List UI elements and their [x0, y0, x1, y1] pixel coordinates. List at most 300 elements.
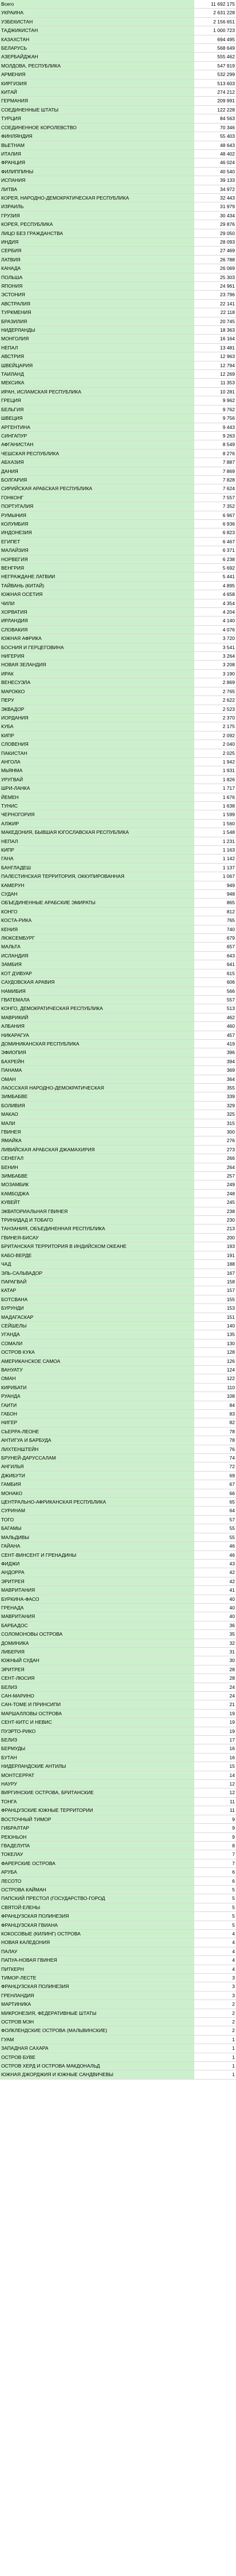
count-cell: 108 [194, 1392, 236, 1401]
table-row [0, 2000, 236, 2009]
table-row [0, 1586, 236, 1595]
country-name-cell: АВСТРИЯ [0, 352, 194, 361]
country-name-cell: ФРАНЦУЗСКАЯ ГВИАНА [0, 1921, 194, 1929]
country-name-cell: ФИНЛЯНДИЯ [0, 132, 194, 141]
country-name-cell: ФИЛИППИНЫ [0, 167, 194, 176]
table-row [0, 1551, 236, 1559]
table-row [0, 1286, 236, 1295]
count-cell: 3 [194, 1982, 236, 1991]
count-cell: 1 137 [194, 863, 236, 872]
table-row [0, 1771, 236, 1779]
country-name-cell: АЗЕРБАЙДЖАН [0, 53, 194, 61]
table-row [0, 458, 236, 467]
count-cell: 22 118 [194, 308, 236, 317]
count-cell: 35 [194, 1630, 236, 1639]
count-cell: 16 [194, 1744, 236, 1753]
table-row [0, 1718, 236, 1727]
table-row [0, 1092, 236, 1101]
table-row [0, 1859, 236, 1867]
table-row [0, 722, 236, 731]
country-name-cell: ЧЕШСКАЯ РЕСПУБЛИКА [0, 449, 194, 458]
count-cell: 7 624 [194, 484, 236, 493]
country-name-cell: МОНГОЛИЯ [0, 335, 194, 343]
table-row [0, 167, 236, 176]
country-name-cell: СЛОВАКИЯ [0, 625, 194, 634]
country-name-cell: ВЬЕТНАМ [0, 141, 194, 149]
table-row [0, 2070, 236, 2079]
country-name-cell: ЛАТВИЯ [0, 255, 194, 264]
table-row [0, 625, 236, 634]
count-cell: 325 [194, 1110, 236, 1119]
table-row [0, 528, 236, 537]
table-row [0, 44, 236, 53]
country-name-cell: ТРИНИДАД И ТОБАГО [0, 1216, 194, 1225]
count-cell: 135 [194, 1330, 236, 1339]
count-cell: 31 979 [194, 202, 236, 211]
table-row [0, 9, 236, 17]
table-row [0, 1365, 236, 1374]
count-cell: 8 276 [194, 449, 236, 458]
count-cell: 6 238 [194, 555, 236, 563]
table-row [0, 1207, 236, 1215]
country-name-cell: БЕЛИЗ [0, 1736, 194, 1744]
country-name-cell: ЗАМБИЯ [0, 960, 194, 969]
table-row [0, 1304, 236, 1313]
country-name-cell: ИРЛАНДИЯ [0, 617, 194, 625]
count-cell: 19 [194, 1727, 236, 1735]
table-row [0, 502, 236, 511]
table-row [0, 414, 236, 423]
count-cell: 355 [194, 1083, 236, 1092]
count-cell: 40 540 [194, 167, 236, 176]
table-row [0, 1295, 236, 1303]
count-cell: 153 [194, 1304, 236, 1313]
country-name-cell: МЬЯНМА [0, 766, 194, 775]
table-row [0, 1621, 236, 1629]
count-cell: 155 [194, 1295, 236, 1303]
count-cell: 266 [194, 1154, 236, 1163]
table-row [0, 149, 236, 158]
table-row [0, 114, 236, 123]
count-cell: 24 [194, 1692, 236, 1700]
count-cell: 300 [194, 1128, 236, 1136]
table-row [0, 705, 236, 713]
table-row [0, 1339, 236, 1347]
count-cell: 329 [194, 1101, 236, 1110]
country-name-cell: КУБА [0, 722, 194, 731]
table-row [0, 1559, 236, 1568]
country-name-cell: ВЕНЕСУЭЛА [0, 678, 194, 687]
count-cell: 4 354 [194, 599, 236, 607]
count-cell: 1 599 [194, 810, 236, 819]
table-row [0, 1251, 236, 1259]
country-name-cell: МАКЕДОНИЯ, БЫВШАЯ ЮГОСЛАВСКАЯ РЕСПУБЛИКА [0, 828, 194, 837]
table-row [0, 819, 236, 828]
country-name-cell: БЕЛАРУСЬ [0, 44, 194, 53]
table-row [0, 1031, 236, 1039]
count-cell: 9 443 [194, 423, 236, 431]
country-name-cell: ПАПУА-НОВАЯ ГВИНЕЯ [0, 1956, 194, 1965]
count-cell: 10 281 [194, 387, 236, 396]
country-name-cell: КИТАЙ [0, 88, 194, 97]
table-row [0, 1269, 236, 1277]
country-name-cell: БАГАМЫ [0, 1524, 194, 1533]
table-row [0, 951, 236, 960]
table-row [0, 317, 236, 325]
count-cell: 7 557 [194, 493, 236, 502]
count-cell: 12 963 [194, 352, 236, 361]
table-row [0, 2018, 236, 2026]
table-row [0, 475, 236, 484]
table-row [0, 581, 236, 590]
country-name-cell: НЕПАЛ [0, 837, 194, 845]
count-cell: 7 [194, 1850, 236, 1859]
table-row [0, 573, 236, 581]
country-name-cell: ГОНКОНГ [0, 493, 194, 502]
country-name-cell: ГУАМ [0, 2035, 194, 2044]
count-cell: 12 [194, 1780, 236, 1788]
table-row [0, 687, 236, 695]
table-row [0, 273, 236, 281]
count-cell: 3 720 [194, 634, 236, 643]
country-name-cell: ФРАНЦУЗСКИЕ ЮЖНЫЕ ТЕРРИТОРИИ [0, 1806, 194, 1815]
count-cell: 532 299 [194, 70, 236, 79]
table-row [0, 828, 236, 837]
country-name-cell: ГАНА [0, 854, 194, 863]
table-row [0, 1480, 236, 1489]
count-cell: 1 [194, 2062, 236, 2070]
count-cell: 9 [194, 1832, 236, 1841]
count-cell: 193 [194, 1242, 236, 1251]
count-cell: 158 [194, 1277, 236, 1286]
country-name-cell: УКРАИНА [0, 9, 194, 17]
count-cell: 12 269 [194, 370, 236, 379]
table-row [0, 519, 236, 528]
count-cell: 1 067 [194, 872, 236, 881]
table-row [0, 1533, 236, 1541]
country-name-cell: ПАНАМА [0, 1066, 194, 1075]
country-name-cell: ЭЛЬ-САЛЬВАДОР [0, 1269, 194, 1277]
count-cell: 55 403 [194, 132, 236, 141]
table-row [0, 53, 236, 61]
country-name-cell: КОТ Д'ИВУАР [0, 969, 194, 977]
country-name-cell: ОСТРОВ БУВЕ [0, 2053, 194, 2061]
table-row [0, 1083, 236, 1092]
table-row [0, 2026, 236, 2035]
country-name-cell: МАРТИНИКА [0, 2000, 194, 2009]
country-name-cell: НОРВЕГИЯ [0, 555, 194, 563]
count-cell: 274 212 [194, 88, 236, 97]
country-name-cell: ДЖИБУТИ [0, 1471, 194, 1480]
table-row [0, 1903, 236, 1911]
country-name-cell: КИПР [0, 846, 194, 854]
table-row [0, 1780, 236, 1788]
country-name-cell: СИРИЙСКАЯ АРАБСКАЯ РЕСПУБЛИКА [0, 484, 194, 493]
table-row [0, 1647, 236, 1656]
country-name-cell: КОНГО [0, 907, 194, 916]
count-cell: 65 [194, 1498, 236, 1506]
country-name-cell: КУВЕЙТ [0, 1198, 194, 1207]
count-cell: 249 [194, 1180, 236, 1189]
table-row [0, 2053, 236, 2061]
country-name-cell: ГВИНЕЯ-БИСАУ [0, 1233, 194, 1242]
count-cell: 7 869 [194, 467, 236, 475]
table-row [0, 854, 236, 863]
table-row [0, 211, 236, 220]
country-name-cell: КОСТА-РИКА [0, 916, 194, 925]
table-row [0, 247, 236, 255]
table-row [0, 1991, 236, 1999]
table-row [0, 1709, 236, 1718]
table-row [0, 1277, 236, 1286]
table-row [0, 652, 236, 661]
table-row [0, 335, 236, 343]
count-cell: 3 264 [194, 652, 236, 661]
count-cell: 42 [194, 1577, 236, 1585]
table-row [0, 1225, 236, 1233]
count-cell: 40 [194, 1612, 236, 1621]
count-cell: 2 370 [194, 713, 236, 722]
count-cell: 1 931 [194, 766, 236, 775]
table-row [0, 1929, 236, 1938]
table-row [0, 1753, 236, 1762]
count-cell: 1 231 [194, 837, 236, 845]
country-name-cell: УРУГВАЙ [0, 775, 194, 784]
table-row [0, 299, 236, 308]
table-row [0, 1392, 236, 1401]
country-name-cell: ДОМИНИКАНСКАЯ РЕСПУБЛИКА [0, 1039, 194, 1048]
table-row [0, 1850, 236, 1859]
table-row [0, 995, 236, 1004]
count-cell: 30 434 [194, 211, 236, 220]
table-row [0, 1427, 236, 1436]
count-cell: 2 523 [194, 705, 236, 713]
table-row [0, 79, 236, 88]
count-cell: 22 141 [194, 299, 236, 308]
country-name-cell: БОСНИЯ И ГЕРЦЕГОВИНА [0, 643, 194, 651]
country-name-cell: СОЕДИНЕННЫЕ ШТАТЫ [0, 105, 194, 114]
country-name-cell: АМЕРИКАНСКОЕ САМОА [0, 1357, 194, 1365]
table-row [0, 1506, 236, 1515]
country-name-cell: МЕКСИКА [0, 379, 194, 387]
country-name-cell: ЯМАЙКА [0, 1136, 194, 1145]
country-name-cell: ТАНЗАНИЯ, ОБЪЕДИНЕННАЯ РЕСПУБЛИКА [0, 1225, 194, 1233]
table-row [0, 1330, 236, 1339]
count-cell: 30 [194, 1656, 236, 1665]
country-name-cell: ПОЛЬША [0, 273, 194, 281]
table-row [0, 202, 236, 211]
count-cell: 83 [194, 1410, 236, 1418]
table-row [0, 1022, 236, 1031]
country-name-cell: БЕРМУДЫ [0, 1744, 194, 1753]
count-cell: 1 826 [194, 775, 236, 784]
table-row [0, 1639, 236, 1647]
country-name-cell: МАРОККО [0, 687, 194, 695]
count-cell: 18 363 [194, 326, 236, 335]
country-name-cell: КАНАДА [0, 264, 194, 273]
table-row [0, 916, 236, 925]
table-row [0, 617, 236, 625]
table-row [0, 846, 236, 854]
country-name-cell: НИДЕРЛАНДЫ [0, 326, 194, 335]
country-name-cell: ОСТРОВ ХЕРД И ОСТРОВА МАКДОНАЛЬД [0, 2062, 194, 2070]
count-cell: 615 [194, 969, 236, 977]
table-row [0, 1313, 236, 1321]
country-name-cell: СИНГАПУР [0, 431, 194, 440]
country-name-cell: ЭСТОНИЯ [0, 291, 194, 299]
count-cell: 2 [194, 2009, 236, 2017]
table-row [0, 1683, 236, 1691]
count-cell: 1 942 [194, 757, 236, 766]
table-row [0, 1445, 236, 1453]
country-name-cell: СЛОВЕНИЯ [0, 740, 194, 749]
count-cell: 55 [194, 1533, 236, 1541]
count-cell: 23 796 [194, 291, 236, 299]
country-name-cell: ЭРИТРЕЯ [0, 1577, 194, 1585]
table-row [0, 379, 236, 387]
table-row [0, 2035, 236, 2044]
count-cell: 128 [194, 1348, 236, 1357]
table-row [0, 1136, 236, 1145]
count-cell: 1 717 [194, 784, 236, 793]
table-row [0, 1744, 236, 1753]
table-row [0, 1075, 236, 1083]
country-name-cell: ВЕНГРИЯ [0, 564, 194, 573]
country-name-cell: ЕГИПЕТ [0, 537, 194, 546]
country-name-cell: МАКАО [0, 1110, 194, 1119]
country-name-cell: ВОСТОЧНЫЙ ТИМОР [0, 1815, 194, 1823]
table-row [0, 1974, 236, 1982]
table-row [0, 343, 236, 352]
country-name-cell: СВЯТОЙ ЕЛЕНЫ [0, 1903, 194, 1911]
country-name-cell: ЗАПАДНАЯ САХАРА [0, 2044, 194, 2053]
country-name-cell: НИГЕРИЯ [0, 652, 194, 661]
table-row [0, 696, 236, 705]
table-row [0, 1542, 236, 1551]
country-name-cell: ОСТРОВА КАЙМАН [0, 1885, 194, 1894]
count-cell: 1 [194, 2070, 236, 2079]
count-cell: 124 [194, 1365, 236, 1374]
country-name-cell: ИЗРАИЛЬ [0, 202, 194, 211]
table-row [0, 2009, 236, 2017]
count-cell: 12 [194, 1788, 236, 1797]
count-cell: 679 [194, 934, 236, 943]
count-cell: 32 [194, 1639, 236, 1647]
table-row [0, 1612, 236, 1621]
table-row [0, 88, 236, 97]
country-name-cell: БОТСВАНА [0, 1295, 194, 1303]
table-row [0, 1374, 236, 1383]
country-name-cell: ЭФИОПИЯ [0, 1048, 194, 1057]
country-name-cell: БОЛИВИЯ [0, 1101, 194, 1110]
country-name-cell: МОЛДОВА, РЕСПУБЛИКА [0, 61, 194, 70]
count-cell: 462 [194, 1013, 236, 1021]
table-row [0, 740, 236, 749]
table-row [0, 1163, 236, 1171]
table-row [0, 731, 236, 740]
country-name-cell: ОМАН [0, 1075, 194, 1083]
table-row [0, 1762, 236, 1771]
table-row [0, 1665, 236, 1673]
country-name-cell: ВАНУАТУ [0, 1365, 194, 1374]
count-cell: 949 [194, 881, 236, 889]
count-cell: 6 371 [194, 546, 236, 555]
country-name-cell: ТАДЖИКИСТАН [0, 26, 194, 35]
count-cell: 948 [194, 890, 236, 899]
count-cell: 11 [194, 1806, 236, 1815]
count-cell: 21 [194, 1700, 236, 1709]
country-name-cell: АБХАЗИЯ [0, 458, 194, 467]
count-cell: 25 303 [194, 273, 236, 281]
country-name-cell: САУДОВСКАЯ АРАВИЯ [0, 978, 194, 987]
count-cell: 3 [194, 1974, 236, 1982]
count-cell: 9 [194, 1815, 236, 1823]
count-cell: 39 133 [194, 176, 236, 185]
country-name-cell: ДОМИНИКА [0, 1639, 194, 1647]
country-name-cell: ГВАТЕМАЛА [0, 995, 194, 1004]
table-row [0, 1410, 236, 1418]
country-name-cell: ГИБРАЛТАР [0, 1824, 194, 1832]
count-cell: 257 [194, 1172, 236, 1180]
count-cell: 5 [194, 1912, 236, 1921]
table-row [0, 17, 236, 26]
count-cell: 419 [194, 1039, 236, 1048]
count-cell: 1 142 [194, 854, 236, 863]
country-name-cell: МИКРОНЕЗИЯ, ФЕДЕРАТИВНЫЕ ШТАТЫ [0, 2009, 194, 2017]
table-row [0, 1048, 236, 1057]
table-row [0, 255, 236, 264]
country-name-cell: ИНДИЯ [0, 237, 194, 246]
count-cell: 11 353 [194, 379, 236, 387]
table-row [0, 2044, 236, 2053]
country-name-cell: ЛАОССКАЯ НАРОДНО-ДЕМОКРАТИЧЕСКАЯ [0, 1083, 194, 1092]
country-name-cell: БУТАН [0, 1753, 194, 1762]
country-name-cell: БЕЛЬГИЯ [0, 405, 194, 414]
count-cell: 1 638 [194, 801, 236, 810]
count-cell: 396 [194, 1048, 236, 1057]
table-row [0, 969, 236, 977]
count-cell: 157 [194, 1286, 236, 1295]
count-cell: 2 869 [194, 678, 236, 687]
table-row [0, 1797, 236, 1806]
country-name-cell: БРУНЕЙ-ДАРУССАЛАМ [0, 1454, 194, 1462]
count-cell: 26 069 [194, 264, 236, 273]
country-name-cell: ЯПОНИЯ [0, 282, 194, 291]
country-name-cell: ПАПСКИЙ ПРЕСТОЛ (ГОСУДАРСТВО-ГОРОД [0, 1894, 194, 1903]
count-cell: 457 [194, 1031, 236, 1039]
country-name-cell: АНТИГУА И БАРБУДА [0, 1436, 194, 1445]
count-cell: 151 [194, 1313, 236, 1321]
table-row [0, 423, 236, 431]
country-name-cell: ГРЕНАДА [0, 1603, 194, 1612]
table-row [0, 440, 236, 449]
count-cell: 657 [194, 943, 236, 951]
count-cell: 167 [194, 1269, 236, 1277]
count-cell: 264 [194, 1163, 236, 1171]
country-name-cell: ФРАНЦИЯ [0, 158, 194, 167]
country-name-cell: ПАКИСТАН [0, 749, 194, 757]
table-row [0, 1815, 236, 1823]
country-name-cell: ЛЕСОТО [0, 1877, 194, 1885]
table-row [0, 352, 236, 361]
table-row [0, 1418, 236, 1427]
count-cell: 41 [194, 1586, 236, 1595]
count-cell: 40 [194, 1595, 236, 1603]
country-name-cell: ЙЕМЕН [0, 793, 194, 801]
country-name-cell: КАЗАХСТАН [0, 35, 194, 43]
count-cell: 3 190 [194, 669, 236, 678]
country-name-cell: КИРГИЗИЯ [0, 79, 194, 88]
